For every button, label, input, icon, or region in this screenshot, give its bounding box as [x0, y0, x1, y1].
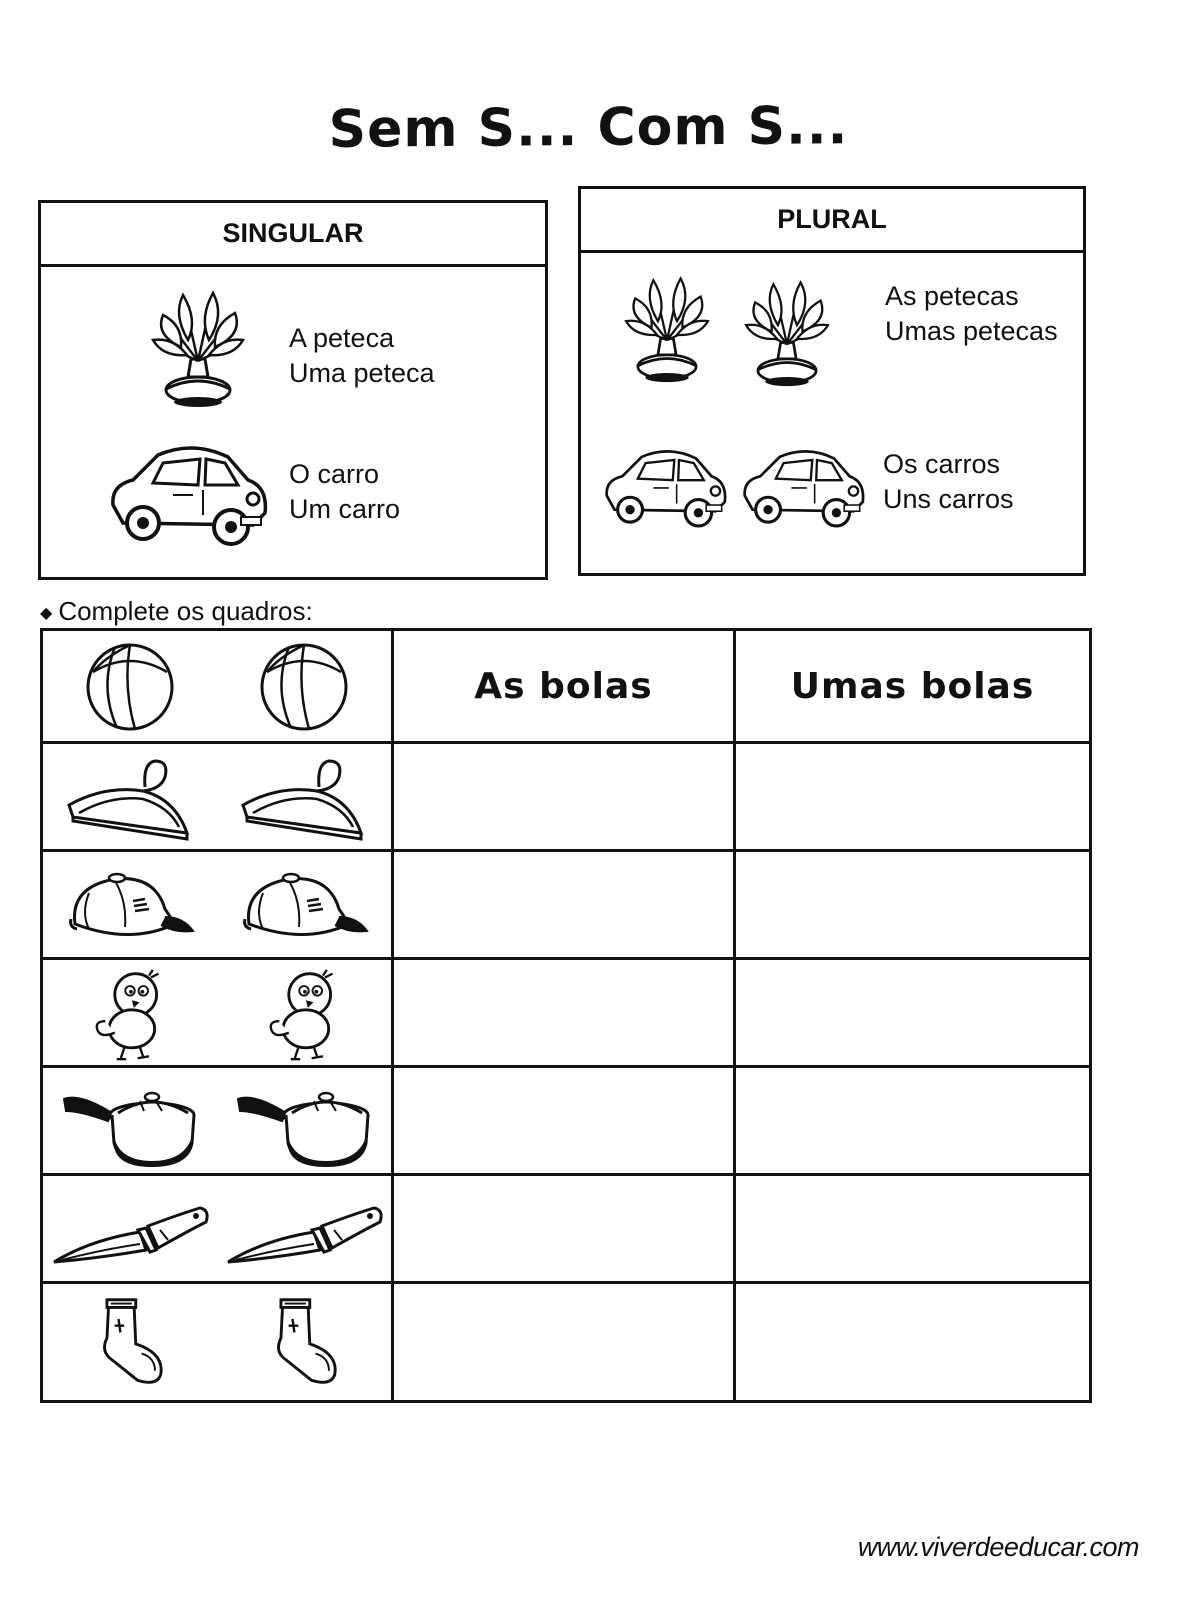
hanger-icon: [239, 755, 369, 845]
knife-icon: [224, 1200, 384, 1270]
car-icon: [737, 441, 869, 531]
singular-example-carro: [289, 457, 400, 527]
chick-icon: [92, 968, 168, 1063]
exercise-table: [40, 628, 1092, 1403]
exercise-row-pictures: [43, 967, 391, 1063]
answer-cell[interactable]: [394, 1068, 733, 1173]
answer-cell[interactable]: [736, 744, 1089, 849]
chick-icon: [266, 968, 342, 1063]
answer-cell[interactable]: [394, 744, 733, 849]
peteca-icon: [617, 269, 717, 387]
answer-cell[interactable]: [394, 852, 733, 957]
plural-example-petecas: [885, 279, 1058, 349]
exercise-row-pictures: [43, 1081, 391, 1171]
singular-box: [38, 200, 548, 580]
plural-example-carros: [883, 447, 1014, 517]
peteca-icon: [143, 285, 253, 410]
page-title: Sem S... Com S...: [328, 96, 849, 160]
hanger-icon: [65, 755, 195, 845]
answer-cell[interactable]: [394, 960, 733, 1065]
cap-icon: [65, 869, 195, 949]
knife-icon: [50, 1200, 210, 1270]
example-line: Umas petecas: [885, 316, 1058, 346]
pot-icon: [234, 1081, 374, 1171]
answer-cell[interactable]: [394, 1176, 733, 1281]
instruction: [40, 596, 313, 627]
cap-icon: [239, 869, 369, 949]
sock-icon: [91, 1294, 169, 1390]
answer-cell[interactable]: [736, 960, 1089, 1065]
car-icon: [599, 441, 731, 531]
example-line: O carro: [289, 459, 380, 489]
exercise-row-pictures: [43, 755, 391, 845]
plural-box: [578, 186, 1086, 576]
column-header-umas-bolas: Umas bolas: [790, 665, 1035, 707]
exercise-row-pictures: [43, 641, 391, 733]
example-line: Uns carros: [883, 484, 1014, 514]
example-line: Um carro: [289, 494, 401, 524]
answer-cell[interactable]: [736, 1176, 1089, 1281]
answer-cell[interactable]: [736, 1068, 1089, 1173]
column-header-as-bolas: As bolas: [474, 665, 653, 707]
exercise-row-pictures: [43, 867, 391, 951]
answer-cell[interactable]: [736, 852, 1089, 957]
plural-header: PLURAL: [581, 189, 1083, 253]
answer-cell[interactable]: [736, 1284, 1089, 1400]
ball-icon: [85, 642, 175, 732]
exercise-row-pictures: [43, 1293, 391, 1391]
example-line: A peteca: [289, 323, 395, 353]
instruction-text: Complete os quadros:: [58, 596, 313, 626]
peteca-icon: [737, 273, 837, 391]
website-footer: www.viverdeeducar.com: [857, 1532, 1139, 1562]
exercise-row-pictures: [43, 1197, 391, 1273]
answer-cell[interactable]: [394, 1284, 733, 1400]
ball-icon: [259, 642, 349, 732]
example-line: Os carros: [883, 449, 1001, 479]
example-line: As petecas: [885, 281, 1019, 311]
diamond-bullet-icon: ◆: [40, 605, 53, 623]
singular-example-peteca: [289, 321, 435, 391]
example-line: Uma peteca: [289, 358, 435, 388]
singular-header: SINGULAR: [41, 203, 545, 267]
pot-icon: [60, 1081, 200, 1171]
car-icon: [103, 435, 273, 550]
sock-icon: [265, 1294, 343, 1390]
